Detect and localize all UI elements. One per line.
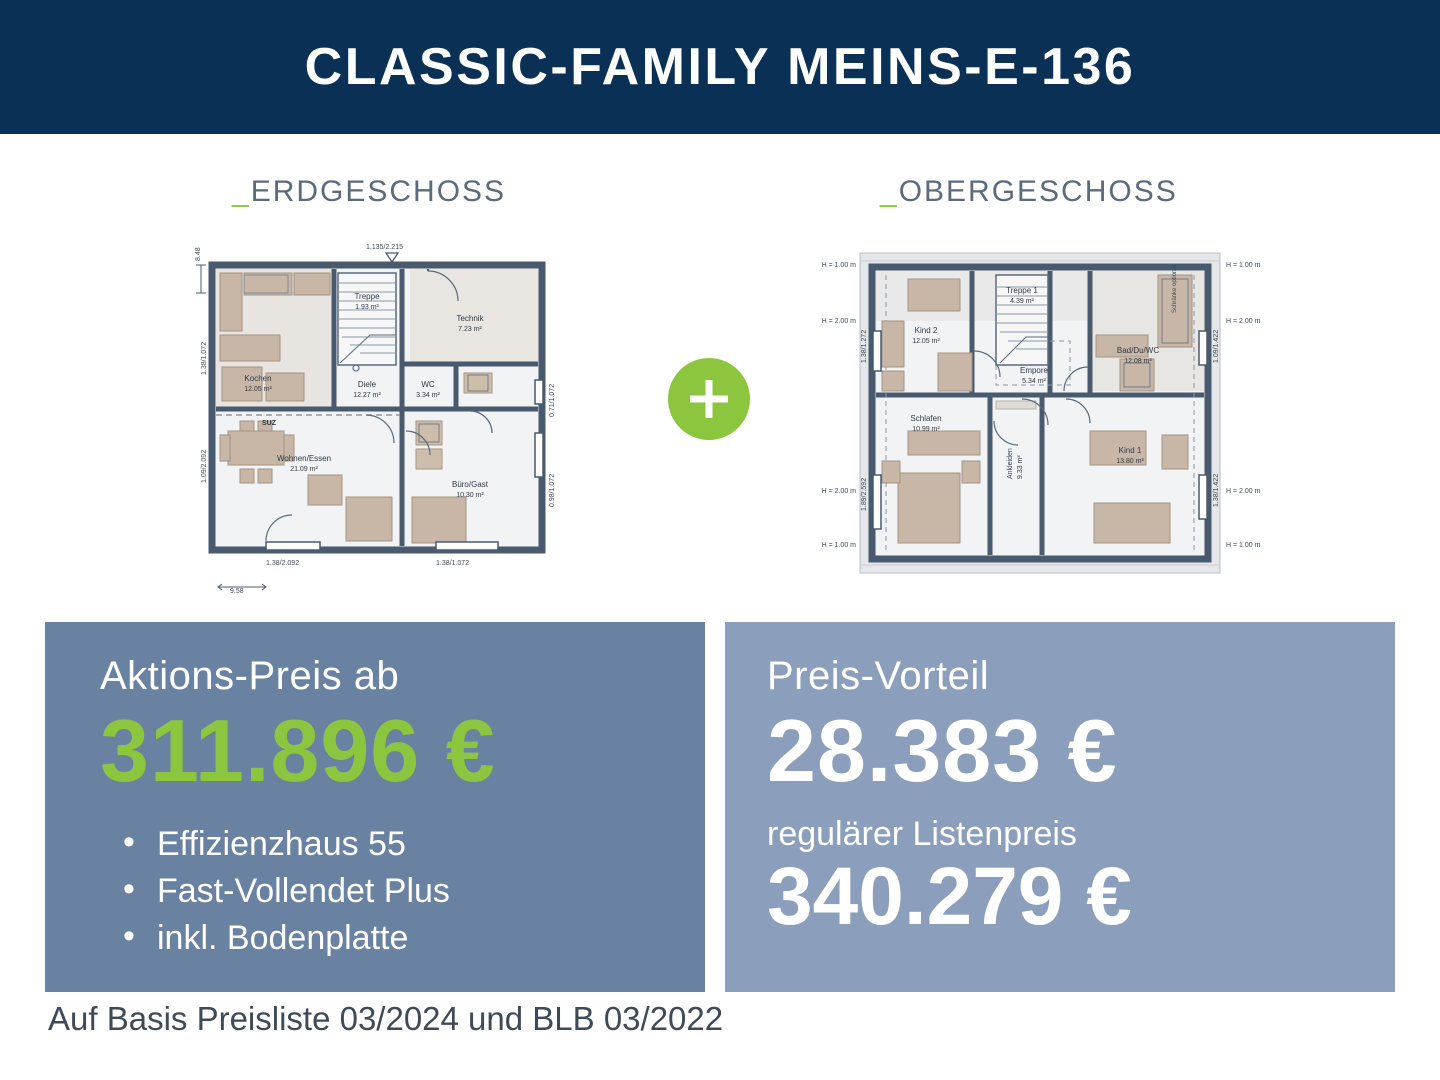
room-label-wohnen: Wohnen/Essen bbox=[276, 454, 332, 463]
dim-og-left-2: 1.89/2.592 bbox=[861, 477, 868, 511]
dim-left-2: 1.09/2.092 bbox=[201, 449, 208, 483]
room-area-diele: 12.27 m² bbox=[353, 392, 381, 399]
dim-top: 1.135/2.215 bbox=[366, 244, 403, 251]
advantage-value: 28.383 € bbox=[767, 701, 1118, 800]
height-right-1: H = 1.00 m bbox=[1226, 262, 1261, 269]
room-label-kochen: Kochen bbox=[244, 374, 272, 383]
height-left-4: H = 1.00 m bbox=[821, 542, 856, 549]
dim-bottom-1: 1.38/2.092 bbox=[266, 560, 300, 567]
price-advantage-card bbox=[725, 622, 1395, 992]
action-price-value: 311.896 € bbox=[100, 701, 496, 800]
height-left-3: H = 2.00 m bbox=[821, 488, 856, 495]
height-left-2: H = 2.00 m bbox=[821, 318, 856, 325]
upper-floor-label-text: OBERGESCHOSS bbox=[898, 175, 1178, 208]
list-item: • Effizienzhaus 55 bbox=[123, 821, 705, 868]
ground-floor-label bbox=[232, 175, 506, 209]
marker-suz: SUZ bbox=[262, 420, 276, 427]
room-area-kochen: 12.05 m² bbox=[244, 386, 272, 393]
advantage-title: Preis-Vorteil bbox=[767, 654, 990, 698]
room-area-wc: 3.34 m² bbox=[416, 392, 440, 399]
room-label-ankleiden: Ankleiden bbox=[1007, 448, 1014, 479]
header-bar bbox=[0, 0, 1440, 134]
action-price-card bbox=[45, 622, 705, 992]
room-label-treppe: Treppe bbox=[354, 292, 380, 301]
dim-right-1: 0.71/1.072 bbox=[549, 383, 556, 417]
room-area-kind2: 12.05 m² bbox=[912, 338, 940, 345]
dim-left-total: 8.48 bbox=[195, 247, 202, 261]
plus-icon bbox=[686, 376, 732, 422]
list-price-value: 340.279 € bbox=[767, 851, 1132, 943]
list-item: • inkl. Bodenplatte bbox=[123, 915, 705, 962]
dim-bottom-2: 1.38/1.072 bbox=[436, 560, 470, 567]
room-area-schlafen: 10.99 m² bbox=[912, 426, 940, 433]
upper-floor-plan bbox=[790, 235, 1290, 595]
option-label: Schränke optional bbox=[1172, 264, 1178, 313]
plus-badge bbox=[668, 358, 750, 440]
room-label-treppe1: Treppe 1 bbox=[1006, 286, 1038, 295]
room-label-technik: Technik bbox=[456, 314, 484, 323]
room-label-buero: Büro/Gast bbox=[451, 480, 489, 489]
room-area-empore: 5.34 m² bbox=[1022, 378, 1046, 385]
room-area-ankleiden: 9.33 m² bbox=[1017, 455, 1024, 479]
height-right-4: H = 1.00 m bbox=[1226, 542, 1261, 549]
room-area-buero: 10.30 m² bbox=[456, 492, 484, 499]
dim-og-right-1: 1.09/1.422 bbox=[1213, 329, 1220, 363]
label-dash-upper: _ bbox=[880, 175, 899, 208]
dim-og-right-2: 1.38/1.422 bbox=[1213, 473, 1220, 507]
room-area-treppe1: 4.39 m² bbox=[1010, 298, 1034, 305]
room-label-schlafen: Schlafen bbox=[910, 414, 942, 423]
list-price-label: regulärer Listenpreis bbox=[767, 815, 1077, 854]
room-area-wohnen: 21.09 m² bbox=[290, 466, 318, 473]
height-left-1: H = 1.00 m bbox=[821, 262, 856, 269]
height-right-3: H = 2.00 m bbox=[1226, 488, 1261, 495]
dim-bottom-total: 9.58 bbox=[230, 588, 244, 595]
action-price-title: Aktions-Preis ab bbox=[100, 654, 400, 698]
upper-floor-label bbox=[880, 175, 1178, 209]
room-label-wc: WC bbox=[421, 380, 435, 389]
room-area-technik: 7.23 m² bbox=[458, 326, 482, 333]
label-dash-ground: _ bbox=[232, 175, 251, 208]
room-area-bad: 12.08 m² bbox=[1124, 358, 1152, 365]
dim-og-left-1: 1.38/1.272 bbox=[861, 329, 868, 363]
room-label-bad: Bad/Du/WC bbox=[1116, 346, 1160, 355]
height-right-2: H = 2.00 m bbox=[1226, 318, 1261, 325]
dim-right-2: 0.98/1.072 bbox=[549, 473, 556, 507]
dim-left-1: 1.38/1.072 bbox=[201, 341, 208, 375]
room-area-treppe: 1.93 m² bbox=[355, 304, 379, 311]
ground-floor-plan bbox=[170, 235, 590, 605]
feature-list bbox=[123, 821, 705, 962]
page-title: CLASSIC-FAMILY MEINS-E-136 bbox=[304, 38, 1136, 96]
list-item: • Fast-Vollendet Plus bbox=[123, 868, 705, 915]
room-label-diele: Diele bbox=[357, 380, 377, 389]
footnote: Auf Basis Preisliste 03/2024 und BLB 03/2022 bbox=[48, 1000, 724, 1037]
room-label-kind1: Kind 1 bbox=[1118, 446, 1142, 455]
room-label-kind2: Kind 2 bbox=[914, 326, 938, 335]
ground-floor-label-text: ERDGESCHOSS bbox=[250, 175, 507, 208]
room-label-empore: Empore bbox=[1019, 366, 1049, 375]
room-area-kind1: 13.80 m² bbox=[1116, 458, 1144, 465]
